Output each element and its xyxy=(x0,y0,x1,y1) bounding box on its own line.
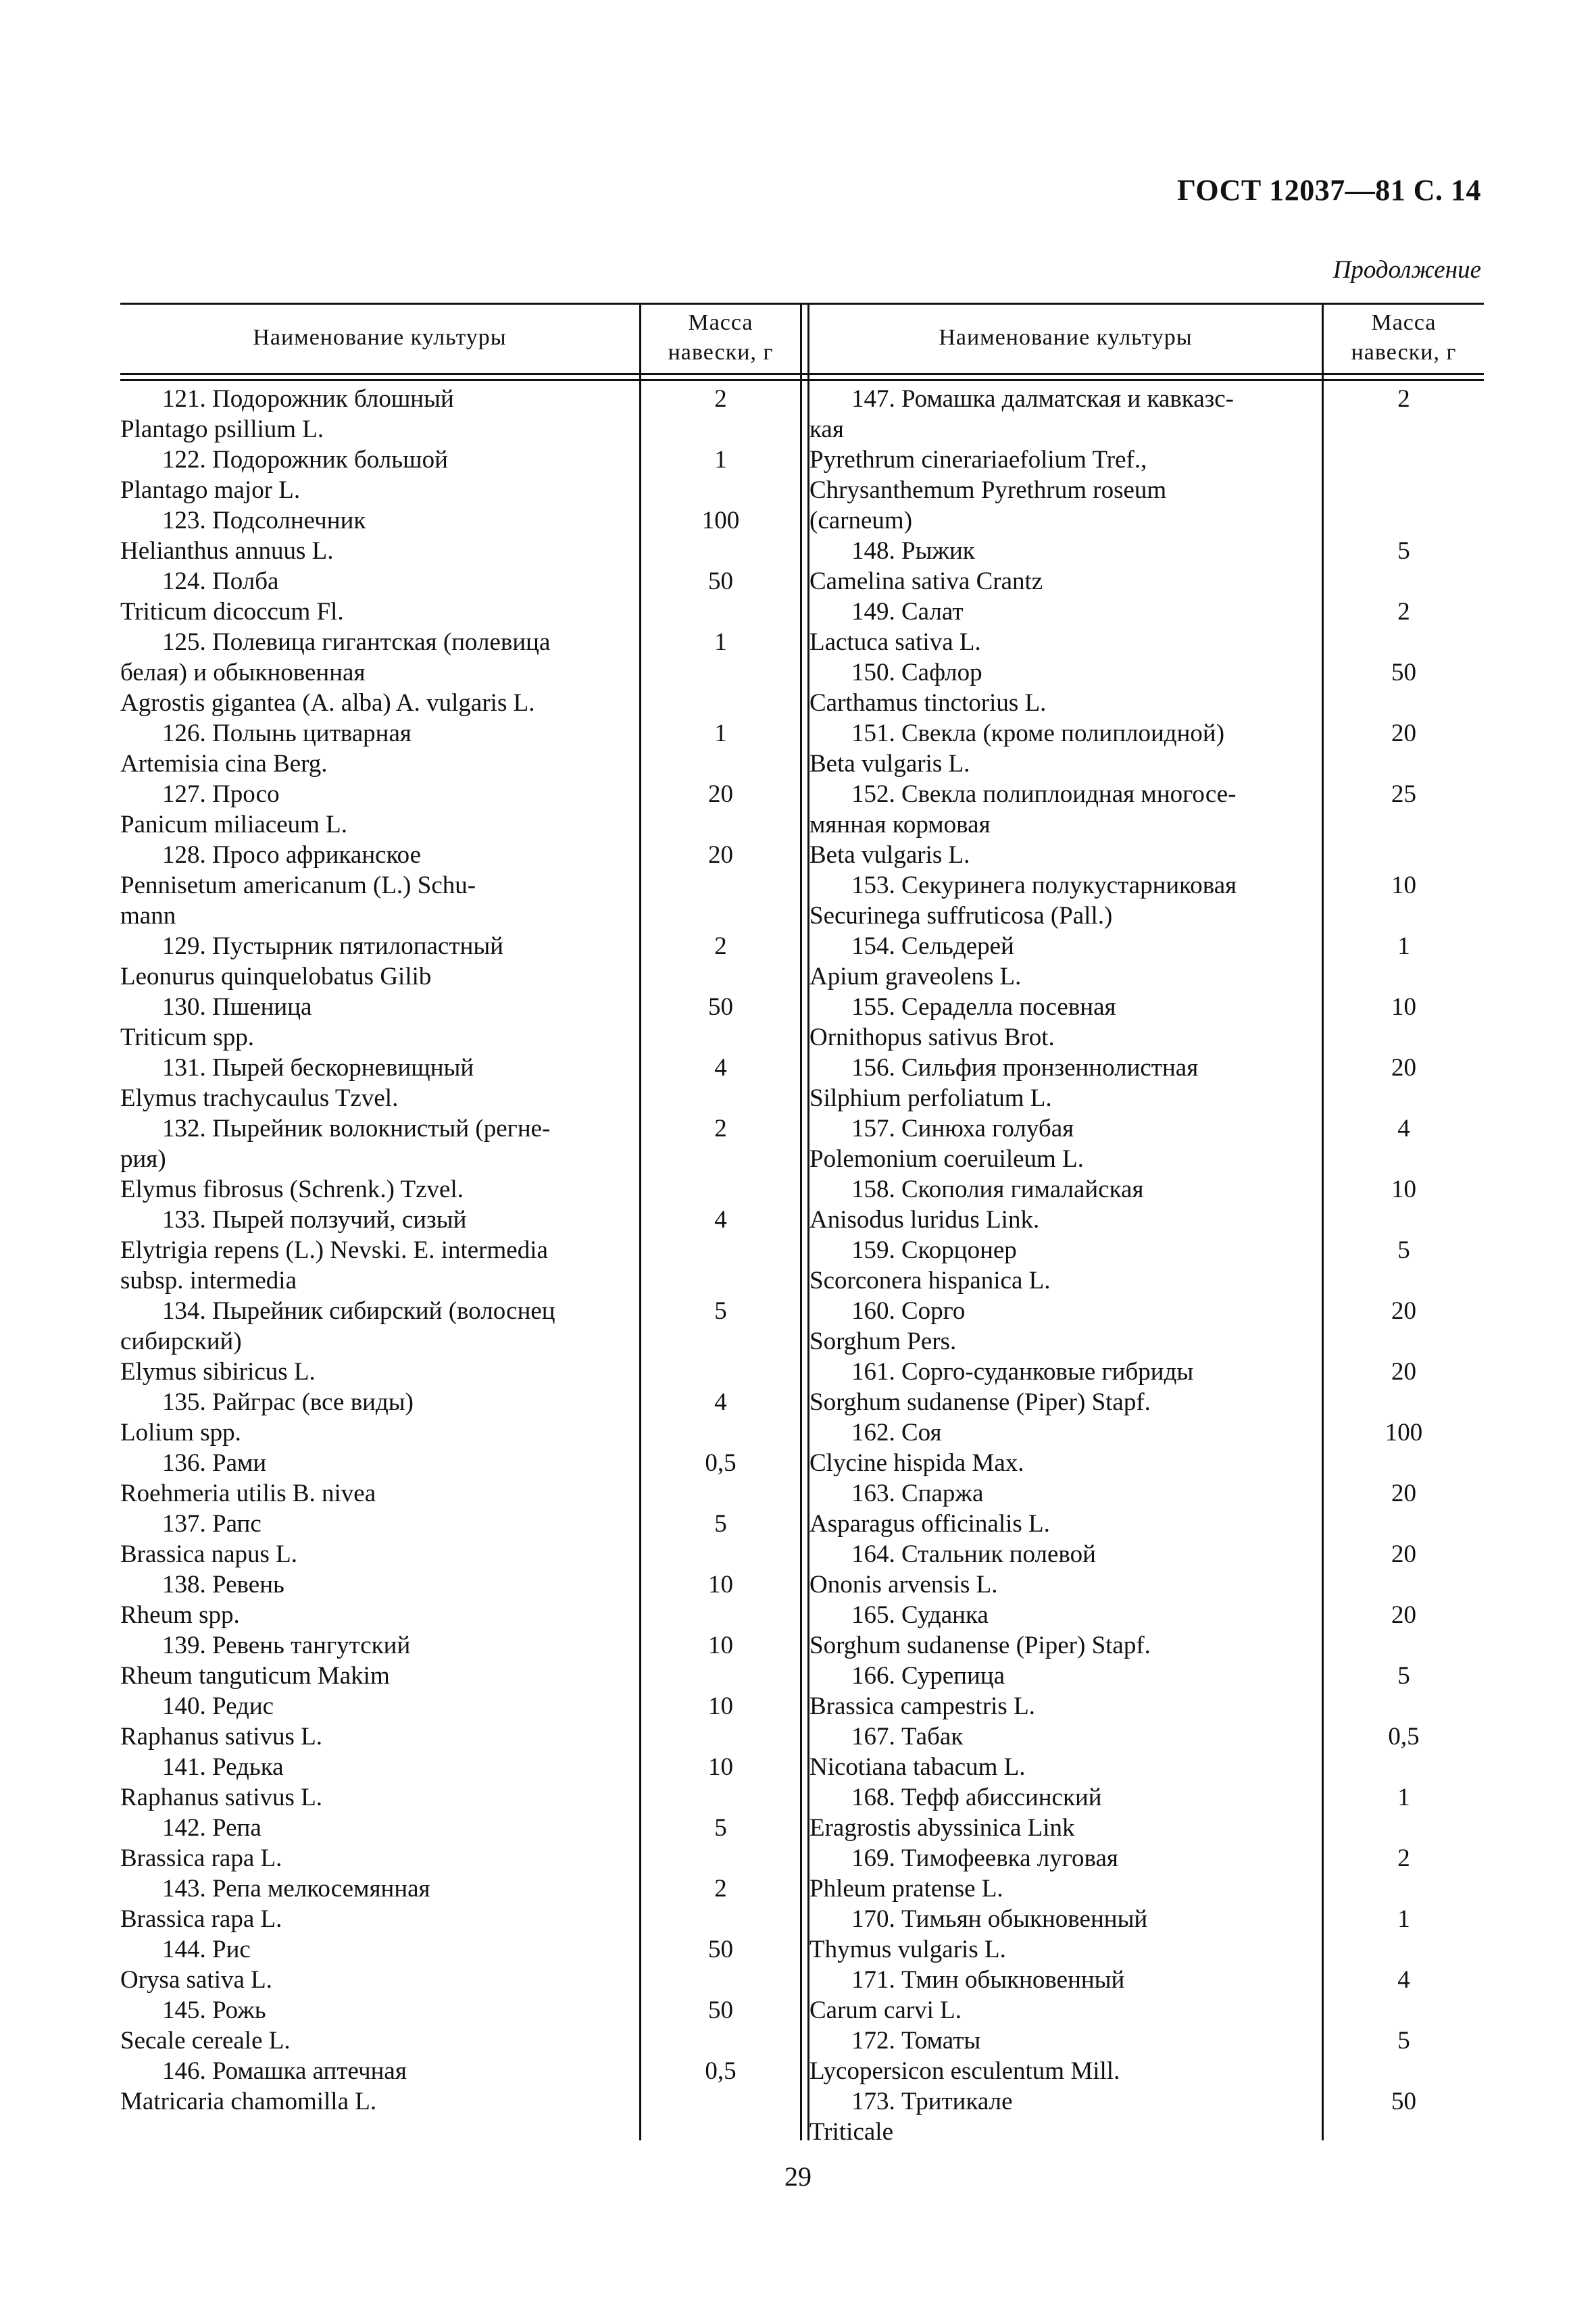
culture-name-continuation: рия) xyxy=(120,1145,166,1173)
culture-name-line: 124. Полба xyxy=(162,568,279,595)
culture-name xyxy=(809,779,1322,870)
culture-name-line: 139. Ревень тангутский xyxy=(162,1632,411,1659)
culture-name-continuation: Triticum spp. xyxy=(120,1024,255,1051)
culture-name-continuation: Lolium spp. xyxy=(120,1419,241,1447)
sample-mass: 2 xyxy=(714,385,727,413)
culture-name xyxy=(120,931,639,992)
culture-name xyxy=(809,1904,1322,1965)
culture-name-line: 133. Пырей ползучий, сизый xyxy=(162,1206,467,1234)
header-rule-2 xyxy=(120,379,1484,381)
sample-mass: 1 xyxy=(1397,1784,1410,1811)
culture-name-continuation: Triticale xyxy=(809,2118,894,2146)
culture-name xyxy=(120,992,639,1053)
culture-name-line: 122. Подорожник большой xyxy=(162,446,448,474)
culture-name xyxy=(809,1174,1322,1235)
culture-name-line: 169. Тимофеевка луговая xyxy=(851,1844,1118,1872)
sample-mass: 4 xyxy=(714,1388,727,1416)
table-row xyxy=(120,1387,800,1448)
culture-name-continuation: Sorghum Pers. xyxy=(809,1328,957,1355)
sample-mass: 5 xyxy=(714,1814,727,1842)
sample-mass: 10 xyxy=(708,1632,733,1659)
culture-name-line: 170. Тимьян обыкновенный xyxy=(851,1905,1148,1933)
table-row xyxy=(120,992,800,1053)
sample-mass: 50 xyxy=(708,993,733,1021)
table-row xyxy=(809,870,1484,931)
sample-mass: 10 xyxy=(1391,872,1416,899)
culture-name xyxy=(120,1630,639,1691)
table-row xyxy=(809,931,1484,992)
culture-name-line: 136. Рами xyxy=(162,1449,267,1477)
culture-name-continuation: Sorghum sudanense (Piper) Stapf. xyxy=(809,1388,1151,1416)
culture-name xyxy=(809,597,1322,657)
culture-name xyxy=(120,1387,639,1448)
culture-name-continuation: Apium graveolens L. xyxy=(809,963,1022,990)
culture-name-continuation: Brassica napus L. xyxy=(120,1540,298,1568)
sample-mass: 20 xyxy=(1391,1480,1416,1507)
table-row xyxy=(120,1509,800,1569)
culture-name-continuation: Carthamus tinctorius L. xyxy=(809,689,1047,717)
table-row xyxy=(809,1053,1484,1113)
culture-name xyxy=(120,566,639,627)
sample-mass: 100 xyxy=(701,507,740,534)
culture-name-continuation: Pennisetum americanum (L.) Schu- xyxy=(120,872,476,899)
culture-name-line: 162. Соя xyxy=(851,1419,942,1447)
culture-name-line: 128. Просо африканское xyxy=(162,841,422,869)
culture-name-line: 123. Подсолнечник xyxy=(162,507,366,534)
culture-name-continuation: Agrostis gigantea (A. alba) A. vulgaris L. xyxy=(120,689,535,717)
sample-mass: 10 xyxy=(708,1692,733,1720)
table-row xyxy=(120,505,800,566)
table-row xyxy=(809,384,1484,536)
header-mass-right xyxy=(1324,308,1484,368)
culture-name-line: 164. Стальник полевой xyxy=(851,1540,1096,1568)
table-row xyxy=(809,1965,1484,2026)
culture-name-continuation: Polemonium coeruileum L. xyxy=(809,1145,1084,1173)
culture-name-continuation: Plantago major L. xyxy=(120,476,301,504)
table-row xyxy=(120,779,800,840)
table-row xyxy=(120,627,800,718)
header-culture-name-text: Наименование культуры xyxy=(939,325,1193,350)
sample-mass: 10 xyxy=(708,1753,733,1781)
header-culture-name-text: Наименование культуры xyxy=(253,325,507,350)
culture-name xyxy=(809,1478,1322,1539)
culture-name-continuation: Brassica rapa L. xyxy=(120,1905,282,1933)
table-row xyxy=(809,1113,1484,1174)
sample-mass: 50 xyxy=(708,568,733,595)
culture-name-continuation: subsp. intermedia xyxy=(120,1267,297,1294)
culture-name-continuation: Triticum dicoccum Fl. xyxy=(120,598,344,626)
header-mass-line2: навески, г xyxy=(1351,340,1457,365)
culture-name-continuation: мянная кормовая xyxy=(809,811,991,838)
table-row xyxy=(120,1752,800,1813)
table-row xyxy=(809,992,1484,1053)
sample-mass: 10 xyxy=(1391,1176,1416,1203)
culture-name xyxy=(809,870,1322,931)
culture-name xyxy=(120,445,639,505)
table-row xyxy=(120,1053,800,1113)
culture-name-continuation: Raphanus sativus L. xyxy=(120,1723,323,1751)
table-row xyxy=(120,840,800,931)
culture-name xyxy=(120,1296,639,1387)
culture-name-line: 130. Пшеница xyxy=(162,993,312,1021)
culture-name xyxy=(809,1965,1322,2026)
sample-mass: 10 xyxy=(1391,993,1416,1021)
culture-name-continuation: Raphanus sativus L. xyxy=(120,1784,323,1811)
table-row xyxy=(120,2056,800,2117)
culture-name xyxy=(809,931,1322,992)
culture-name xyxy=(120,1813,639,1873)
culture-name xyxy=(809,1843,1322,1904)
sample-mass: 20 xyxy=(1391,1297,1416,1325)
sample-mass: 1 xyxy=(714,446,727,474)
sample-mass: 2 xyxy=(714,1875,727,1903)
document-header: ГОСТ 12037—81 С. 14 xyxy=(1176,174,1481,207)
table-row xyxy=(120,718,800,779)
culture-name-continuation: кая xyxy=(809,416,844,443)
sample-mass: 20 xyxy=(1391,1054,1416,1082)
culture-mass-table xyxy=(120,303,1484,2146)
table-row xyxy=(120,1630,800,1691)
culture-name xyxy=(809,384,1322,536)
table-row xyxy=(809,1174,1484,1235)
culture-name-continuation: Brassica rapa L. xyxy=(120,1844,282,1872)
sample-mass: 50 xyxy=(1391,2088,1416,2115)
culture-name-continuation: Leonurus quinquelobatus Gilib xyxy=(120,963,432,990)
culture-name-continuation: Rheum tanguticum Makim xyxy=(120,1662,390,1690)
sample-mass: 5 xyxy=(1397,1662,1410,1690)
culture-name-line: 131. Пырей бескорневищный xyxy=(162,1054,474,1082)
sample-mass: 50 xyxy=(708,1996,733,2024)
header-mass-line1: Масса xyxy=(1371,310,1437,335)
culture-name-continuation: Chrysanthemum Pyrethrum roseum xyxy=(809,476,1167,504)
culture-name-line: 129. Пустырник пятилопастный xyxy=(162,932,504,960)
table-row xyxy=(809,1357,1484,1417)
table-top-rule xyxy=(120,303,1484,305)
sample-mass: 2 xyxy=(1397,385,1410,413)
culture-name-continuation: Asparagus officinalis L. xyxy=(809,1510,1050,1538)
table-row xyxy=(809,1600,1484,1661)
table-row xyxy=(120,1569,800,1630)
culture-name xyxy=(809,1053,1322,1113)
sample-mass: 1 xyxy=(1397,1905,1410,1933)
table-row xyxy=(809,657,1484,718)
culture-name xyxy=(120,1205,639,1296)
culture-name-line: 132. Пырейник волокнистый (регне- xyxy=(162,1115,551,1142)
sample-mass: 2 xyxy=(1397,598,1410,626)
sample-mass: 20 xyxy=(1391,720,1416,747)
sample-mass: 20 xyxy=(708,780,733,808)
culture-name-continuation: Anisodus luridus Link. xyxy=(809,1206,1040,1234)
culture-name-continuation: Elymus fibrosus (Schrenk.) Tzvel. xyxy=(120,1176,464,1203)
culture-name-continuation: Ononis arvensis L. xyxy=(809,1571,998,1599)
table-row xyxy=(809,1843,1484,1904)
culture-name-line: 141. Редька xyxy=(162,1753,284,1781)
culture-name-continuation: Ornithopus sativus Brot. xyxy=(809,1024,1055,1051)
culture-name-continuation: Elytrigia repens (L.) Nevski. E. intermedia xyxy=(120,1236,548,1264)
sample-mass: 5 xyxy=(1397,1236,1410,1264)
culture-name xyxy=(120,1509,639,1569)
culture-name xyxy=(120,1448,639,1509)
culture-name xyxy=(120,779,639,840)
culture-name-line: 166. Сурепица xyxy=(851,1662,1005,1690)
culture-name-line: 149. Салат xyxy=(851,598,964,626)
sample-mass: 0,5 xyxy=(705,1449,737,1477)
culture-name-line: 150. Сафлор xyxy=(851,659,982,686)
table-row xyxy=(120,1113,800,1205)
culture-name xyxy=(809,1235,1322,1296)
sample-mass: 20 xyxy=(1391,1358,1416,1386)
culture-name-line: 135. Райграс (все виды) xyxy=(162,1388,414,1416)
culture-name-line: 160. Сорго xyxy=(851,1297,966,1325)
table-row xyxy=(809,536,1484,597)
culture-name xyxy=(809,718,1322,779)
culture-name xyxy=(120,1934,639,1995)
culture-name-continuation: Nicotiana tabacum L. xyxy=(809,1753,1026,1781)
culture-name xyxy=(809,1721,1322,1782)
table-row xyxy=(120,931,800,992)
culture-name xyxy=(809,1296,1322,1357)
header-rule-1 xyxy=(120,373,1484,375)
culture-name xyxy=(809,1782,1322,1843)
sample-mass: 0,5 xyxy=(1388,1723,1420,1751)
culture-name xyxy=(120,1691,639,1752)
table-row xyxy=(809,1904,1484,1965)
sample-mass: 5 xyxy=(714,1297,727,1325)
sample-mass: 1 xyxy=(1397,932,1410,960)
culture-name-continuation: Rheum spp. xyxy=(120,1601,240,1629)
table-row xyxy=(809,1417,1484,1478)
culture-name-line: 159. Скорцонер xyxy=(851,1236,1017,1264)
culture-name-continuation: Eragrostis abyssinica Link xyxy=(809,1814,1075,1842)
sample-mass: 25 xyxy=(1391,780,1416,808)
culture-name-continuation: Orysa sativa L. xyxy=(120,1966,273,1994)
table-row xyxy=(809,718,1484,779)
table-row xyxy=(120,1205,800,1296)
sample-mass: 5 xyxy=(1397,2027,1410,2055)
culture-name-continuation: Artemisia cina Berg. xyxy=(120,750,328,778)
culture-name-continuation: Secale cereale L. xyxy=(120,2027,291,2055)
table-row xyxy=(809,1539,1484,1600)
sample-mass: 0,5 xyxy=(705,2057,737,2085)
sample-mass: 2 xyxy=(714,1115,727,1142)
culture-name xyxy=(120,1995,639,2056)
culture-name-continuation: Clycine hispida Max. xyxy=(809,1449,1024,1477)
culture-name-continuation: Thymus vulgaris L. xyxy=(809,1936,1006,1963)
culture-name xyxy=(809,1113,1322,1174)
culture-name-continuation: Silphium perfoliatum L. xyxy=(809,1084,1052,1112)
culture-name xyxy=(809,536,1322,597)
table-row xyxy=(809,779,1484,870)
sample-mass: 20 xyxy=(1391,1601,1416,1629)
culture-name-line: 142. Репа xyxy=(162,1814,261,1842)
culture-name xyxy=(120,1752,639,1813)
header-culture-name-right xyxy=(809,323,1322,353)
table-row xyxy=(809,1661,1484,1721)
culture-name xyxy=(809,1539,1322,1600)
culture-name xyxy=(809,1661,1322,1721)
culture-name-line: 143. Репа мелкосемянная xyxy=(162,1875,430,1903)
culture-name xyxy=(809,2086,1322,2147)
continuation-label: Продолжение xyxy=(1332,256,1481,284)
culture-name-continuation: Matricaria chamomilla L. xyxy=(120,2088,377,2115)
culture-name-line: 145. Рожь xyxy=(162,1996,266,2024)
culture-name-line: 134. Пырейник сибирский (волоснец xyxy=(162,1297,555,1325)
culture-name-continuation: Plantago psillium L. xyxy=(120,416,324,443)
table-row xyxy=(809,597,1484,657)
sample-mass: 20 xyxy=(708,841,733,869)
header-mass-line1: Масса xyxy=(688,310,753,335)
culture-name-continuation: mann xyxy=(120,902,176,930)
sample-mass: 4 xyxy=(714,1054,727,1082)
culture-name-continuation: Securinega suffruticosa (Pall.) xyxy=(809,902,1113,930)
sample-mass: 50 xyxy=(708,1936,733,1963)
culture-name xyxy=(120,718,639,779)
table-row xyxy=(120,1934,800,1995)
culture-name-line: 126. Полынь цитварная xyxy=(162,720,412,747)
culture-name xyxy=(120,1873,639,1934)
table-row xyxy=(120,1813,800,1873)
sample-mass: 2 xyxy=(714,932,727,960)
sample-mass: 1 xyxy=(714,720,727,747)
culture-name-continuation: белая) и обыкновенная xyxy=(120,659,366,686)
sample-mass: 5 xyxy=(1397,537,1410,565)
culture-name-line: 157. Синюха голубая xyxy=(851,1115,1074,1142)
table-row xyxy=(809,1721,1484,1782)
culture-name-line: 172. Томаты xyxy=(851,2027,981,2055)
table-row xyxy=(809,1782,1484,1843)
culture-name-line: 151. Свекла (кроме полиплоидной) xyxy=(851,720,1225,747)
culture-name-line: 156. Сильфия пронзеннолистная xyxy=(851,1054,1199,1082)
table-row xyxy=(809,1235,1484,1296)
culture-name-continuation: сибирский) xyxy=(120,1328,242,1355)
culture-name-line: 165. Суданка xyxy=(851,1601,989,1629)
culture-name-continuation: Beta vulgaris L. xyxy=(809,841,970,869)
culture-name-continuation: Helianthus annuus L. xyxy=(120,537,334,565)
culture-name xyxy=(809,2026,1322,2086)
culture-name-line: 148. Рыжик xyxy=(851,537,975,565)
culture-name-continuation: Roehmeria utilis B. nivea xyxy=(120,1480,376,1507)
culture-name-line: 127. Просо xyxy=(162,780,280,808)
culture-name-line: 168. Тефф абиссинский xyxy=(851,1784,1102,1811)
culture-name xyxy=(120,2056,639,2117)
culture-name-line: 155. Сераделла посевная xyxy=(851,993,1116,1021)
table-row xyxy=(809,1478,1484,1539)
sample-mass: 1 xyxy=(714,628,727,656)
sample-mass: 10 xyxy=(708,1571,733,1599)
table-row xyxy=(120,1691,800,1752)
culture-name-line: 171. Тмин обыкновенный xyxy=(851,1966,1125,1994)
header-mass-left xyxy=(641,308,800,368)
sample-mass: 20 xyxy=(1391,1540,1416,1568)
sample-mass: 50 xyxy=(1391,659,1416,686)
culture-name-continuation: (carneum) xyxy=(809,507,913,534)
culture-name xyxy=(809,1600,1322,1661)
sample-mass: 4 xyxy=(714,1206,727,1234)
culture-name xyxy=(120,1569,639,1630)
table-row xyxy=(120,1448,800,1509)
header-mass-line2: навески, г xyxy=(668,340,774,365)
culture-name-line: 173. Тритикале xyxy=(851,2088,1013,2115)
culture-name-line: 146. Ромашка аптечная xyxy=(162,2057,407,2085)
culture-name-line: 125. Полевица гигантская (полевица xyxy=(162,628,551,656)
culture-name-continuation: Lactuca sativa L. xyxy=(809,628,981,656)
culture-name xyxy=(120,505,639,566)
culture-name-line: 147. Ромашка далматская и кавказс- xyxy=(851,385,1234,413)
culture-name-continuation: Panicum miliaceum L. xyxy=(120,811,347,838)
culture-name xyxy=(809,1357,1322,1417)
header-culture-name-left xyxy=(120,323,639,353)
table-row xyxy=(120,445,800,505)
culture-name xyxy=(120,627,639,718)
sample-mass: 5 xyxy=(714,1510,727,1538)
column-divider-center-1 xyxy=(800,303,802,2140)
table-row xyxy=(809,2026,1484,2086)
sample-mass: 4 xyxy=(1397,1966,1410,1994)
culture-name-line: 167. Табак xyxy=(851,1723,964,1751)
table-row xyxy=(120,566,800,627)
culture-name-line: 152. Свекла полиплоидная многосе- xyxy=(851,780,1237,808)
culture-name-continuation: Pyrethrum cinerariaefolium Tref., xyxy=(809,446,1147,474)
culture-name-line: 153. Секуринега полукустарниковая xyxy=(851,872,1237,899)
table-row xyxy=(809,1296,1484,1357)
page-number: 29 xyxy=(784,2161,812,2192)
culture-name xyxy=(809,657,1322,718)
culture-name-line: 163. Спаржа xyxy=(851,1480,984,1507)
culture-name-line: 137. Рапс xyxy=(162,1510,261,1538)
table-row xyxy=(120,384,800,445)
culture-name xyxy=(120,1053,639,1113)
culture-name-line: 161. Сорго-суданковые гибриды xyxy=(851,1358,1194,1386)
culture-name-line: 158. Скополия гималайская xyxy=(851,1176,1144,1203)
culture-name xyxy=(120,1113,639,1205)
culture-name xyxy=(120,840,639,931)
culture-name-continuation: Lycopersicon esculentum Mill. xyxy=(809,2057,1120,2085)
culture-name xyxy=(120,384,639,445)
culture-name-continuation: Beta vulgaris L. xyxy=(809,750,970,778)
right-column-entries xyxy=(809,384,1484,2147)
culture-name-line: 121. Подорожник блошный xyxy=(162,385,454,413)
culture-name-line: 140. Редис xyxy=(162,1692,274,1720)
table-row xyxy=(120,1873,800,1934)
culture-name-line: 138. Ревень xyxy=(162,1571,284,1599)
culture-name-continuation: Camelina sativa Crantz xyxy=(809,568,1043,595)
culture-name-continuation: Sorghum sudanense (Piper) Stapf. xyxy=(809,1632,1151,1659)
table-row xyxy=(120,1296,800,1387)
culture-name-continuation: Carum carvi L. xyxy=(809,1996,962,2024)
culture-name xyxy=(809,992,1322,1053)
sample-mass: 2 xyxy=(1397,1844,1410,1872)
culture-name-continuation: Brassica campestris L. xyxy=(809,1692,1035,1720)
sample-mass: 4 xyxy=(1397,1115,1410,1142)
culture-name-line: 144. Рис xyxy=(162,1936,251,1963)
culture-name-line: 154. Сельдерей xyxy=(851,932,1014,960)
left-column-entries xyxy=(120,384,800,2117)
culture-name-continuation: Elymus trachycaulus Tzvel. xyxy=(120,1084,399,1112)
culture-name xyxy=(809,1417,1322,1478)
table-row xyxy=(120,1995,800,2056)
culture-name-continuation: Scorconera hispanica L. xyxy=(809,1267,1051,1294)
table-row xyxy=(809,2086,1484,2147)
culture-name-continuation: Phleum pratense L. xyxy=(809,1875,1003,1903)
sample-mass: 100 xyxy=(1385,1419,1423,1447)
culture-name-continuation: Elymus sibiricus L. xyxy=(120,1358,316,1386)
